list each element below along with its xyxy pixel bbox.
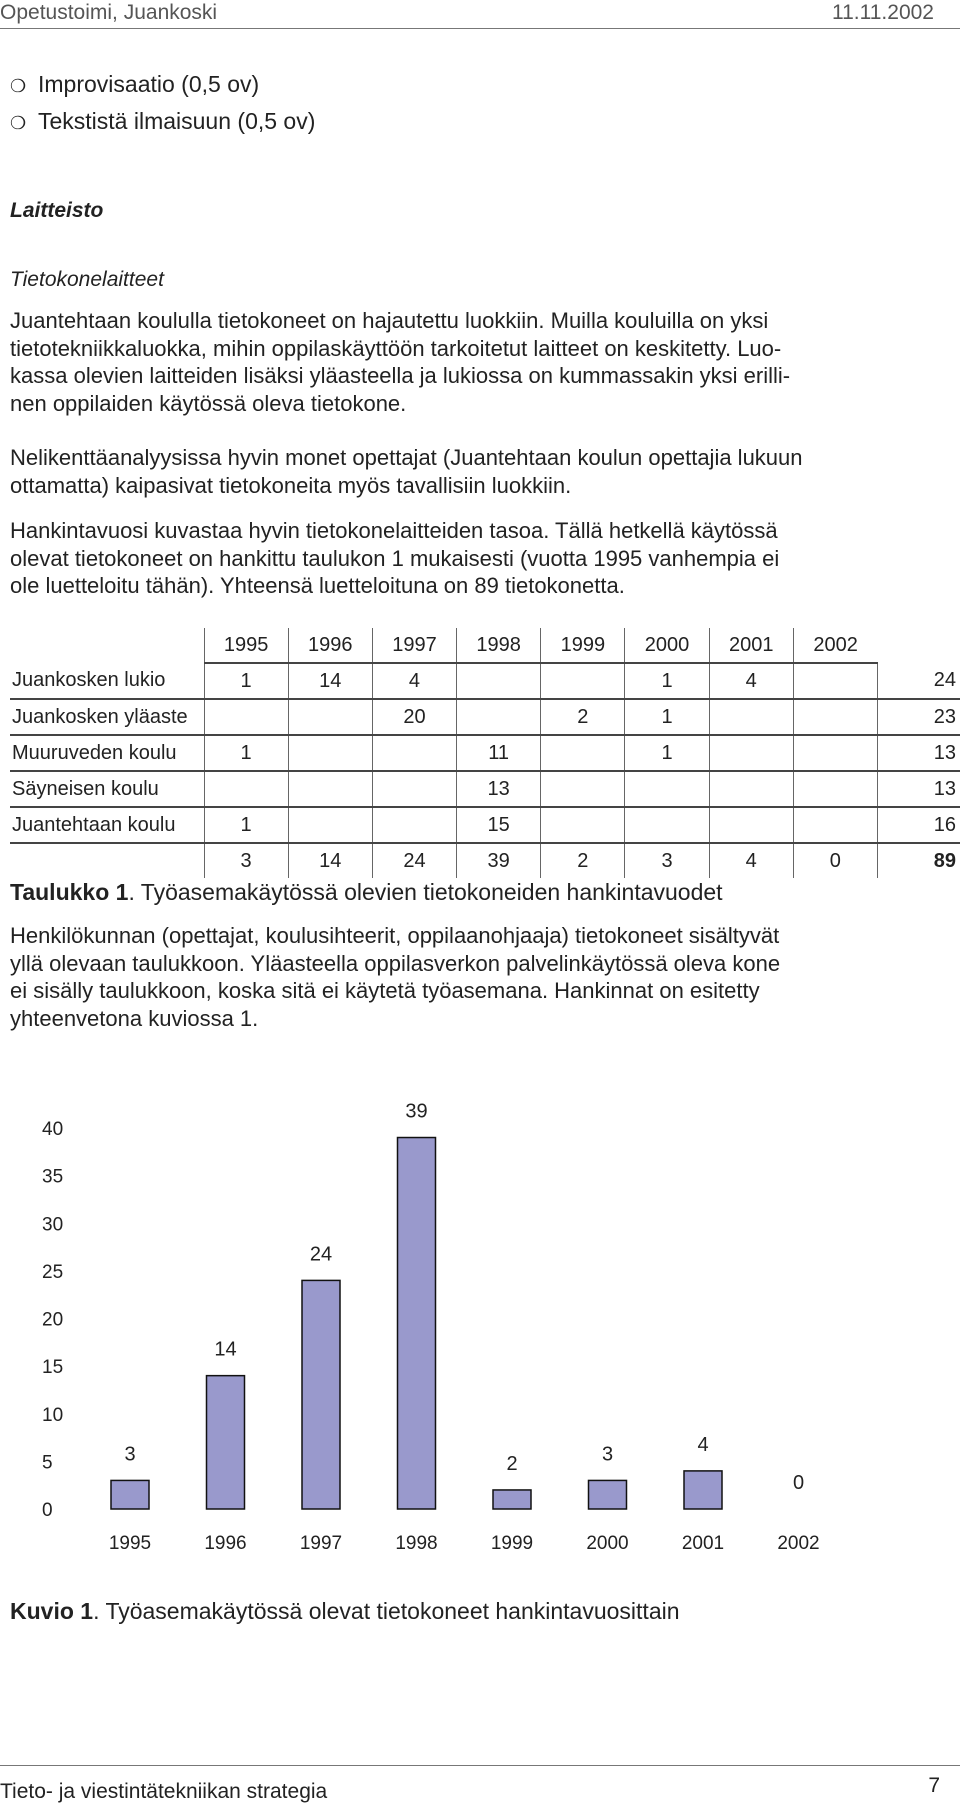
header-date: 11.11.2002: [832, 1, 934, 24]
table-cell: [793, 771, 877, 807]
bar-value-label: 39: [405, 1100, 428, 1123]
figure-caption: [10, 1596, 680, 1626]
table-cell: [793, 735, 877, 771]
table-cell: [372, 807, 456, 843]
year-sum: 4: [709, 843, 793, 878]
year-sum: 2: [541, 843, 625, 878]
school-name: Juankosken lukio: [10, 663, 204, 699]
text-line: yhteenvetona kuviossa 1.: [10, 1005, 259, 1031]
table-cell: [625, 807, 709, 843]
year-header: 1998: [457, 628, 541, 663]
table-cell: 14: [288, 663, 372, 699]
table-cell: [541, 771, 625, 807]
bar: [111, 1480, 149, 1509]
x-axis-ticks: [109, 1533, 820, 1554]
bar-value-label: 3: [124, 1443, 136, 1466]
text-line: Hankintavuosi kuvastaa hyvin tietokonelaitteiden tasoa. Tällä hetkellä käytössä: [10, 518, 778, 543]
row-total: 13: [877, 771, 960, 807]
paragraph-4: [10, 922, 955, 1032]
x-tick-label: 1999: [490, 1533, 534, 1554]
table-cell: [709, 807, 793, 843]
table-caption: [10, 877, 723, 907]
bullet-text: Tekstistä ilmaisuun (0,5 ov): [38, 108, 316, 134]
y-tick-label: 25: [42, 1261, 64, 1283]
school-name: Säyneisen koulu: [10, 771, 204, 807]
acquisition-table: [10, 628, 960, 878]
text-line: Henkilökunnan (opettajat, koulusihteerit, oppilaanohjaaja) tietokoneet sisältyvät: [10, 923, 780, 948]
bullet-item: [10, 104, 315, 140]
school-name: Juantehtaan koulu: [10, 807, 204, 843]
year-header: 1997: [372, 628, 456, 663]
table-row: [10, 663, 960, 699]
table-cell: 15: [457, 807, 541, 843]
table-cell: [793, 663, 877, 699]
x-tick-label: 2002: [777, 1533, 820, 1554]
school-name: Juankosken yläaste: [10, 699, 204, 735]
table-cell: 4: [709, 663, 793, 699]
text-line: Nelikenttäanalyysissa hyvin monet opettajat (Juantehtaan koulun opettajia lukuun: [10, 445, 803, 470]
paragraph-3: [10, 517, 955, 600]
table-cell: [541, 663, 625, 699]
table-sum-row: [10, 843, 960, 878]
table-cell: 1: [204, 663, 288, 699]
y-tick-label: 30: [42, 1214, 64, 1236]
y-tick-label: 0: [42, 1500, 53, 1521]
footer-rule: [0, 1765, 960, 1766]
sum-label-cell: [10, 843, 204, 878]
y-axis-ticks: [42, 1119, 63, 1521]
year-sum: 39: [457, 843, 541, 878]
text-line: tietotekniikkaluokka, mihin oppilaskäyttöön tarkoitetut laitteet on keskitetty. Luo-: [10, 335, 782, 361]
table-cell: [709, 771, 793, 807]
table-caption-text: . Työasemakäytössä olevien tietokoneiden hankintavuodet: [128, 879, 723, 905]
table-cell: [709, 735, 793, 771]
bar-value-label: 14: [214, 1338, 237, 1361]
bar: [684, 1471, 722, 1509]
table-cell: [625, 771, 709, 807]
bar: [589, 1480, 627, 1509]
bullet-item: [10, 67, 259, 103]
grand-total: 89: [877, 843, 960, 878]
text-line: ottamatta) kaipasivat tietokoneita myös tavallisiin luokkiin.: [10, 472, 572, 498]
header-left: Opetustoimi, Juankoski: [0, 1, 218, 24]
table-cell: 1: [204, 807, 288, 843]
footer-title: Tieto- ja viestintätekniikan strategia: [0, 1780, 328, 1803]
paragraph-1: [10, 307, 955, 417]
table-cell: [793, 699, 877, 735]
y-tick-label: 20: [42, 1309, 64, 1331]
year-header: 1995: [204, 628, 288, 663]
table-header-row: [10, 628, 960, 663]
year-sum: 3: [625, 843, 709, 878]
bar: [302, 1280, 340, 1509]
row-total: 16: [877, 807, 960, 843]
school-name: Muuruveden koulu: [10, 735, 204, 771]
year-sum: 14: [288, 843, 372, 878]
table-cell: [372, 771, 456, 807]
text-line: kassa olevien laitteiden lisäksi yläasteella ja lukiossa on kummassakin yksi erilli-: [10, 363, 791, 388]
year-header: 1996: [288, 628, 372, 663]
bar: [493, 1490, 531, 1509]
text-line: ei sisälly taulukkoon, koska sitä ei käytetä työasemana. Hankinnat on esitetty: [10, 978, 760, 1003]
table-cell: 13: [457, 771, 541, 807]
table-corner: [10, 628, 204, 663]
chart-bars: [111, 1138, 722, 1509]
row-total: 23: [877, 699, 960, 735]
text-line: Juantehtaan koululla tietokoneet on hajautettu luokkiin. Muilla kouluilla on yksi: [10, 308, 769, 333]
table-cell: [288, 699, 372, 735]
table-cell: [457, 663, 541, 699]
table-cell: 1: [204, 735, 288, 771]
circle-bullet-icon: ❍: [10, 76, 27, 96]
table-row: [10, 735, 960, 771]
row-total: 24: [877, 663, 960, 699]
paragraph-2: [10, 444, 955, 499]
page-number: 7: [928, 1774, 940, 1797]
y-tick-label: 5: [42, 1452, 53, 1474]
year-header: 2000: [625, 628, 709, 663]
table-cell: 1: [625, 663, 709, 699]
table-cell: [457, 699, 541, 735]
table-cell: 20: [372, 699, 456, 735]
text-line: yllä olevaan taulukkoon. Yläasteella oppilasverkon palvelinkäytössä oleva kone: [10, 950, 781, 976]
year-sum: 24: [372, 843, 456, 878]
table-cell: 11: [457, 735, 541, 771]
year-header: 1999: [541, 628, 625, 663]
circle-bullet-icon: ❍: [10, 113, 27, 133]
table-cell: [541, 807, 625, 843]
bar-value-label: 0: [792, 1472, 805, 1494]
y-tick-label: 35: [42, 1166, 64, 1188]
table-cell: 2: [541, 699, 625, 735]
year-sum: 3: [204, 843, 288, 878]
bar-chart: [0, 1090, 960, 1570]
table-cell: 1: [625, 735, 709, 771]
figure-caption-text: . Työasemakäytössä olevat tietokoneet hankintavuosittain: [93, 1598, 680, 1624]
table-row: [10, 771, 960, 807]
x-tick-label: 1998: [395, 1533, 438, 1554]
table-cell: [204, 699, 288, 735]
bar-value-label: 2: [506, 1452, 518, 1475]
header-rule: [0, 28, 960, 29]
table-row: [10, 699, 960, 735]
x-tick-label: 2001: [681, 1533, 725, 1554]
text-line: ole luetteloitu tähän). Yhteensä luetteloituna on 89 tietokonetta.: [10, 573, 625, 598]
year-sum: 0: [793, 843, 877, 878]
table-cell: [204, 771, 288, 807]
table-cell: [793, 807, 877, 843]
y-tick-label: 15: [42, 1357, 64, 1379]
section-heading: Laitteisto: [10, 199, 104, 222]
figure-caption-label: Kuvio 1: [10, 1598, 94, 1624]
y-tick-label: 40: [42, 1119, 64, 1140]
table-cell: [288, 735, 372, 771]
year-header: 2001: [709, 628, 793, 663]
subsection-heading: Tietokonelaitteet: [10, 268, 164, 291]
x-tick-label: 1997: [299, 1533, 343, 1554]
table-cell: [372, 735, 456, 771]
table-cell: 4: [372, 663, 456, 699]
table-cell: 1: [625, 699, 709, 735]
table-row: [10, 807, 960, 843]
table-cell: [709, 699, 793, 735]
x-tick-label: 2000: [586, 1533, 629, 1554]
x-tick-label: 1996: [204, 1533, 247, 1554]
bar-value-label: 3: [601, 1443, 614, 1466]
year-header: 2002: [793, 628, 877, 663]
bar-value-label: 4: [697, 1433, 709, 1456]
row-total: 13: [877, 735, 960, 771]
bar: [207, 1376, 245, 1509]
x-tick-label: 1995: [108, 1533, 152, 1554]
table-cell: [288, 807, 372, 843]
bullet-text: Improvisaatio (0,5 ov): [38, 71, 260, 97]
total-header: [877, 628, 960, 663]
table-cell: [288, 771, 372, 807]
text-line: olevat tietokoneet on hankittu taulukon 1 mukaisesti (vuotta 1995 vanhempia ei: [10, 545, 780, 571]
text-line: nen oppilaiden käytössä oleva tietokone.: [10, 390, 407, 416]
table-cell: [541, 735, 625, 771]
y-tick-label: 10: [42, 1404, 64, 1426]
table-caption-label: Taulukko 1: [10, 879, 129, 905]
bar: [398, 1138, 436, 1509]
bar-value-label: 24: [309, 1243, 333, 1266]
